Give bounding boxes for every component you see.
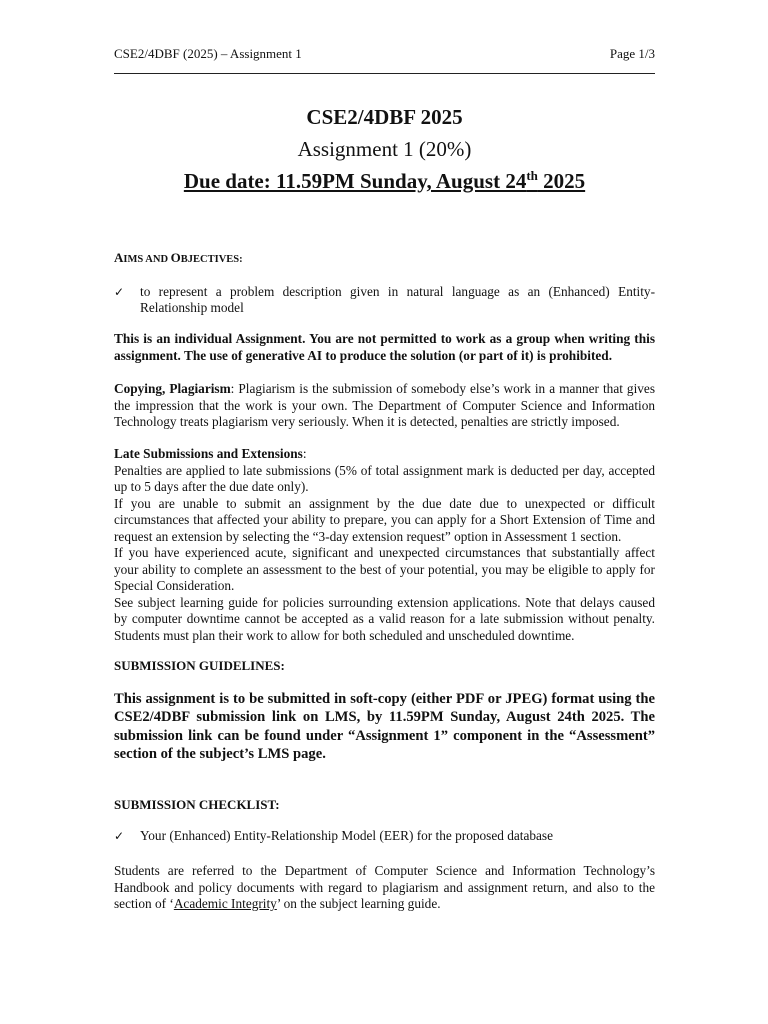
plagiarism-text: : Plagiarism is the submission of somebody else’s work in a manner that gives the impression that the work is your own. The Department of Computer Science and Information Technology treats plagiarism very seriously. When it is detected, penalties are strictly imposed. bbox=[114, 381, 655, 429]
late-section bbox=[114, 446, 655, 644]
assignment-title: Assignment 1 (20%) bbox=[297, 137, 472, 161]
due-date bbox=[114, 168, 655, 194]
academic-integrity-link[interactable]: Academic Integrity bbox=[173, 896, 277, 911]
guidelines-heading: SUBMISSION GUIDELINES: bbox=[114, 658, 285, 673]
closing-paragraph: Students are referred to the Department of Computer Science and Information Technology’s Handbook and policy documents with regard to plagiarism and assignment return, and also to the section of ‘Academic Integrity’ on the subject learning guide. bbox=[114, 863, 655, 911]
aims-heading: AIMS AND OBJECTIVES: bbox=[114, 250, 243, 265]
aims-item bbox=[114, 284, 655, 317]
late-heading: Late Submissions and Extensions: bbox=[114, 446, 307, 461]
due-date-ordinal: th bbox=[526, 168, 538, 183]
checklist-heading: SUBMISSION CHECKLIST: bbox=[114, 797, 280, 812]
late-paragraph: If you have experienced acute, significant and unexpected circumstances that substantially affect your ability to complete an assessment to the best of your potential, you may be eligible to apply for Special Consideration. bbox=[114, 545, 655, 593]
page-number: Page 1/3 bbox=[609, 46, 655, 61]
aims-item-text: to represent a problem description given in natural language as an (Enhanced) Entity-Relationship model bbox=[140, 283, 655, 315]
checklist-section bbox=[114, 797, 655, 844]
late-paragraph: If you are unable to submit an assignment by the due date due to unexpected or difficult circumstances that affected your ability to prepare, you can apply for a Short Extension of Time and request an extension by selecting the “3-day extension request” option in Assessment 1 section. bbox=[114, 495, 655, 544]
individual-notice: This is an individual Assignment. You are not permitted to work as a group when writing this assignment. The use of generative AI to produce the solution (or part of it) is prohibited. bbox=[114, 331, 655, 363]
due-date-year: 2025 bbox=[537, 169, 586, 193]
check-icon: ✓ bbox=[114, 828, 125, 843]
plagiarism-label: Copying, Plagiarism bbox=[114, 381, 231, 396]
title-block bbox=[114, 104, 655, 194]
late-paragraph: See subject learning guide for policies surrounding extension applications. Note that delays caused by computer downtime cannot be accepted as a valid reason for a late submission without penalty. Students must plan their work to allow for both scheduled and unscheduled downtime. bbox=[114, 594, 655, 643]
aims-section bbox=[114, 250, 655, 317]
late-paragraph: Penalties are applied to late submissions (5% of total assignment mark is deducted per day, accepted up to 5 days after the due date only). bbox=[114, 462, 655, 494]
guidelines-text: This assignment is to be submitted in soft-copy (either PDF or JPEG) format using the CSE2/4DBF submission link on LMS, by 11.59PM Sunday, August 24th 2025. The submission link can be found under “Assignment 1” component in the “Assessment” section of the subject’s LMS page. bbox=[114, 690, 655, 762]
course-title: CSE2/4DBF 2025 bbox=[306, 105, 463, 129]
checklist-item-text: Your (Enhanced) Entity-Relationship Model (EER) for the proposed database bbox=[140, 827, 553, 843]
due-date-main: Due date: 11.59PM Sunday, August 24 bbox=[183, 169, 527, 193]
plagiarism-paragraph bbox=[114, 381, 655, 431]
check-icon: ✓ bbox=[114, 284, 125, 299]
header-divider bbox=[114, 73, 655, 74]
guidelines-section bbox=[114, 658, 655, 764]
header-title: CSE2/4DBF (2025) – Assignment 1 bbox=[114, 46, 302, 61]
checklist-item bbox=[114, 828, 655, 845]
